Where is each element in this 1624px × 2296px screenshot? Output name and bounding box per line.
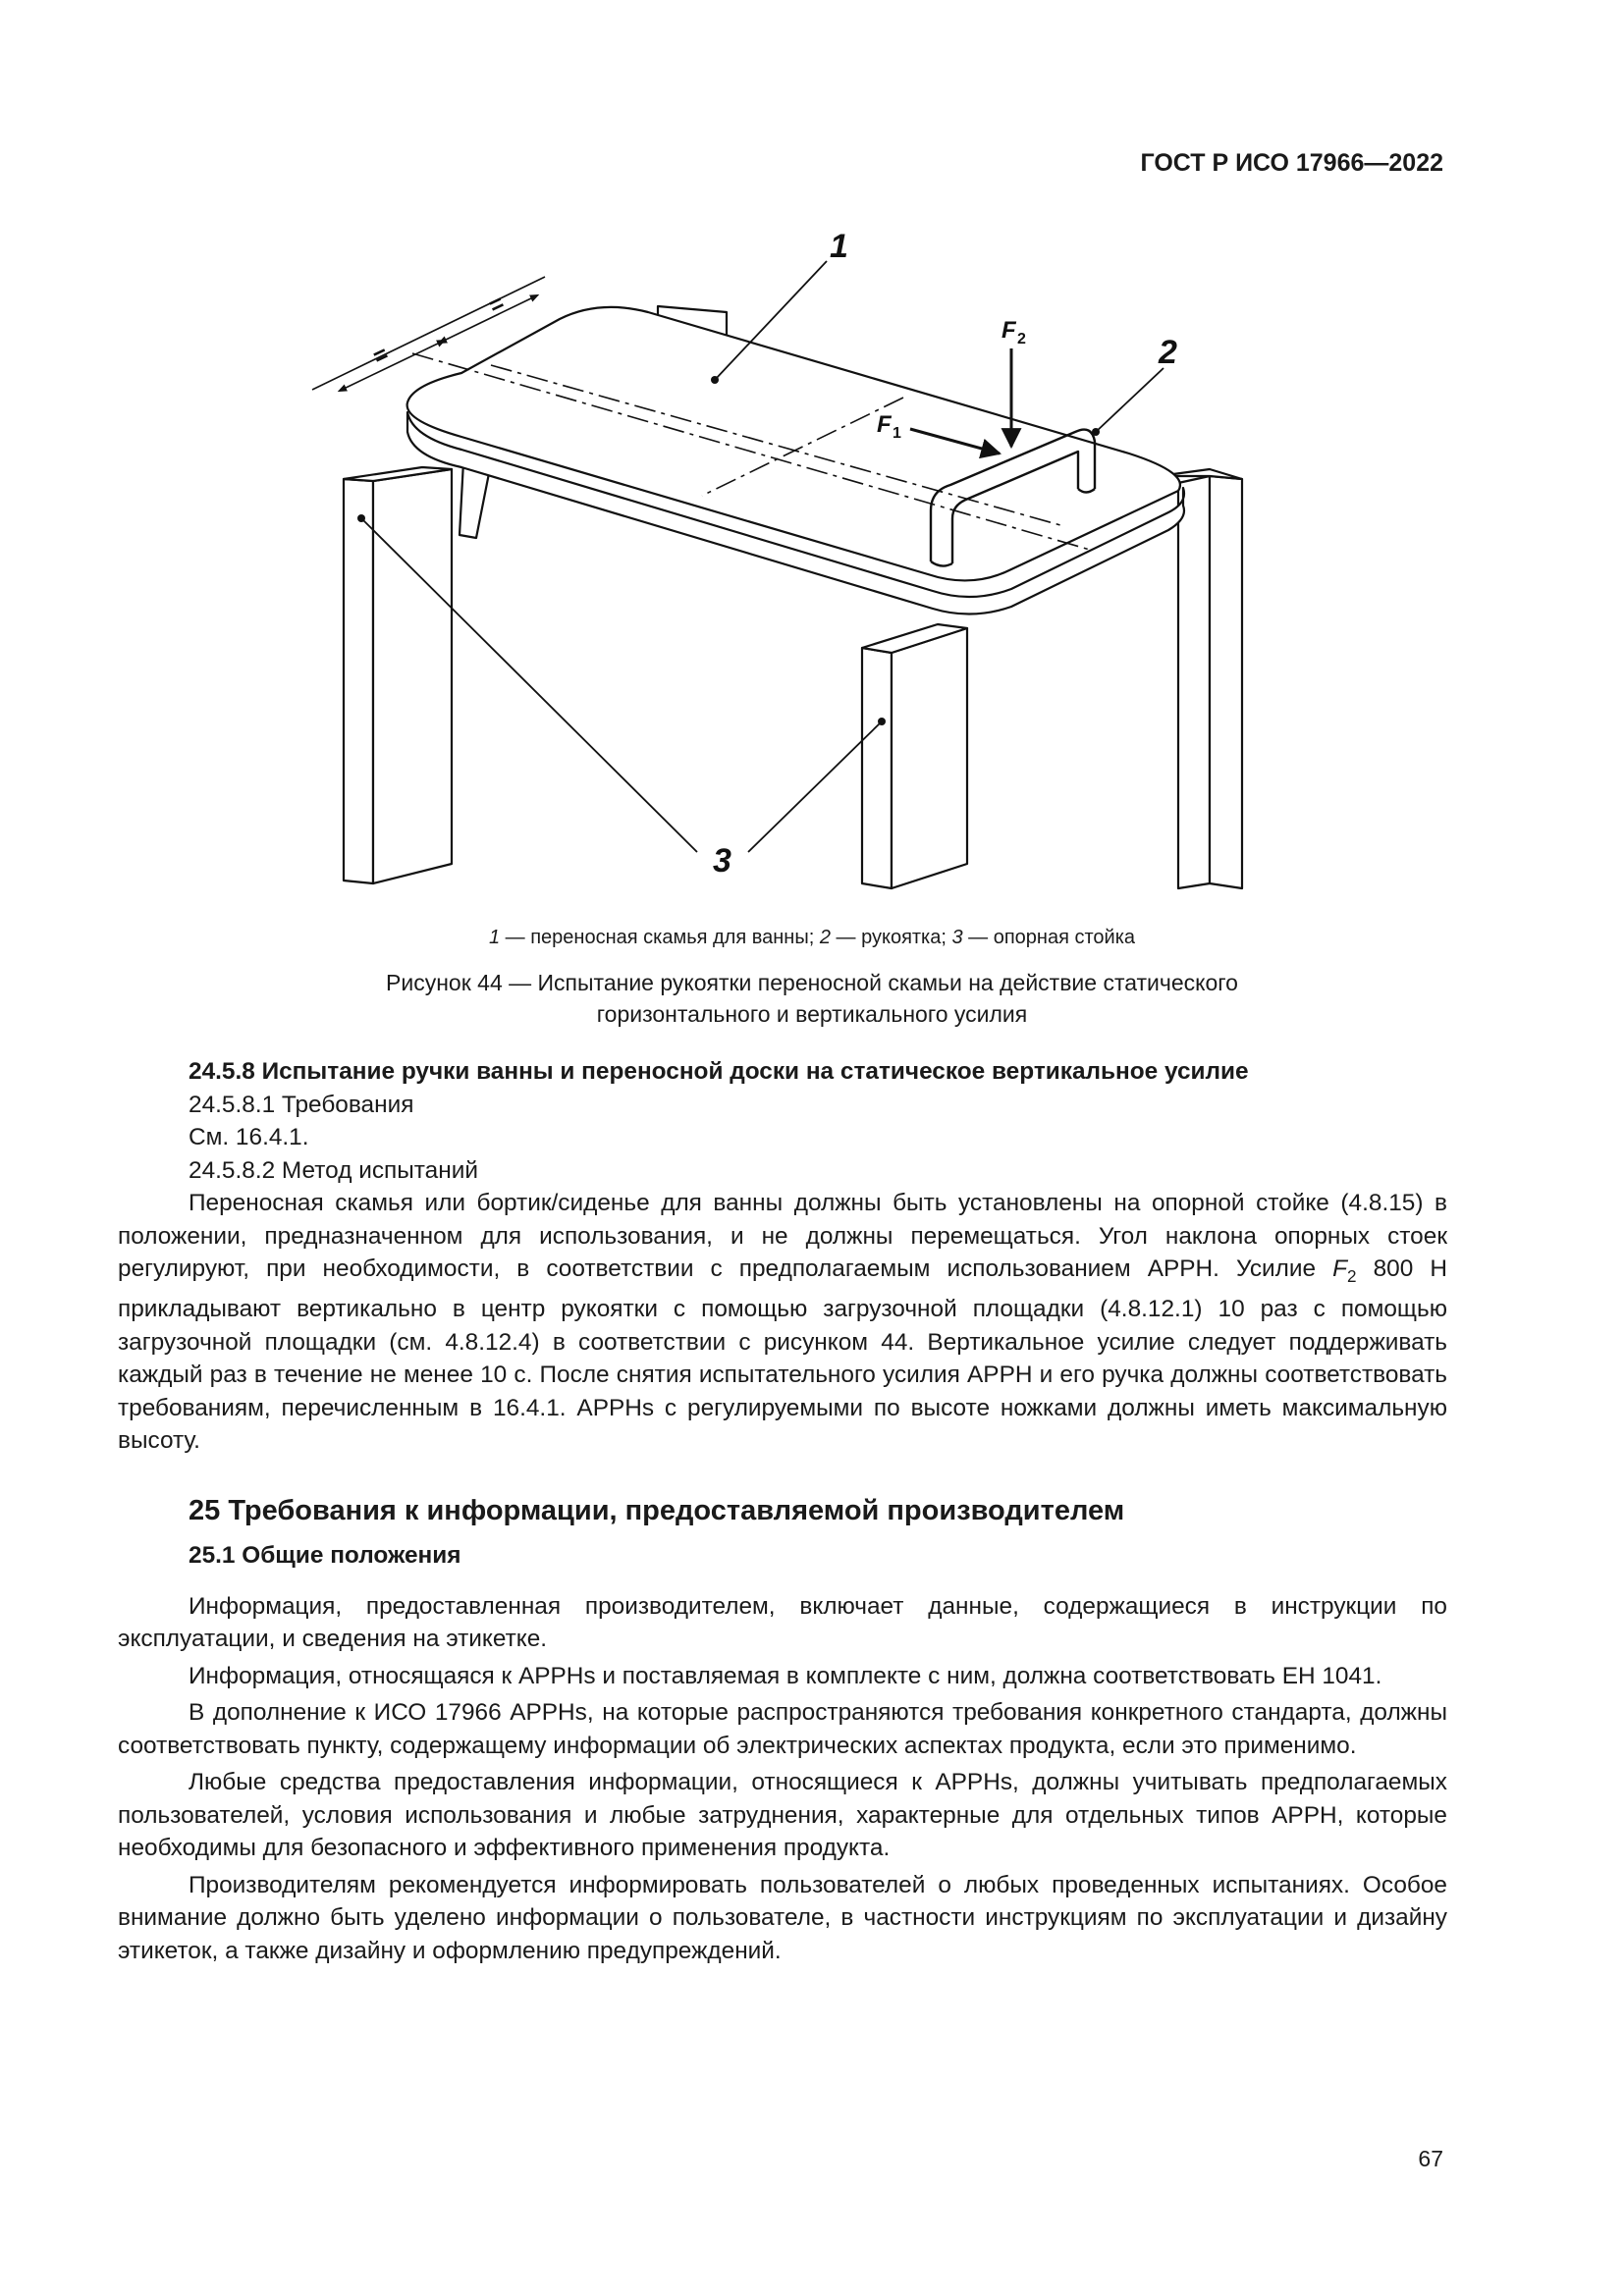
force-symbol: F bbox=[1332, 1255, 1348, 1282]
equal-mark-left: = bbox=[368, 341, 393, 371]
page-number: 67 bbox=[1418, 2146, 1443, 2171]
right-far-post bbox=[1178, 476, 1210, 888]
section-ref: См. 16.4.1. bbox=[189, 1124, 309, 1150]
document-body bbox=[118, 1055, 1447, 1967]
bench-top bbox=[407, 307, 1180, 581]
figure-legend bbox=[0, 927, 1624, 949]
legend-text-1: — переносная скамья для ванны; bbox=[500, 927, 820, 948]
paragraph-4: Любые средства предоставления информации, относящиеся к APPHs, должны учитывать предполагаемых пользователей, условия использования и любые затруднения, характерные для отдельных типов APPH, которые необходимы для безопасного и эффективного применения продукта. bbox=[118, 1769, 1447, 1862]
callout-2: 2 bbox=[1159, 334, 1177, 371]
section-24-5-8-2: 24.5.8.2 Метод испытаний bbox=[189, 1156, 478, 1184]
paragraph-2: Информация, относящаяся к APPHs и поставляемая в комплекте с ним, должна соответствовать ЕН 1041. bbox=[189, 1662, 1382, 1689]
leader-2 bbox=[1096, 368, 1164, 432]
paragraph-3: В дополнение к ИСО 17966 APPHs, на которые распространяются требования конкретного стандарта, должны соответствовать пункту, содержащему информации об электрических аспектах продукта, если это применимо. bbox=[118, 1699, 1447, 1759]
method-paragraph bbox=[118, 1187, 1447, 1458]
section-24-5-8-title: 24.5.8 Испытание ручки ванны и переносной доски на статическое вертикальное усилие bbox=[189, 1058, 1249, 1085]
force-f1-sub: 1 bbox=[893, 425, 901, 442]
callout-1: 1 bbox=[830, 228, 848, 265]
caption-line-2: горизонтального и вертикального усилия bbox=[596, 1001, 1028, 1027]
equal-mark-right: = bbox=[484, 290, 509, 320]
front-support-post bbox=[862, 648, 892, 888]
figure-44-drawing bbox=[295, 216, 1257, 903]
force-f2-label: F bbox=[1001, 317, 1016, 344]
section-25-1-title: 25.1 Общие положения bbox=[189, 1542, 461, 1570]
section-24-5-8-1: 24.5.8.1 Требования bbox=[189, 1091, 414, 1118]
method-text-a: Переносная скамья или бортик/сиденье для ванны должны быть установлены на опорной стойке (4.8.15) в положении, предназначенном для использования, и не должны перемещаться. Угол наклона опорных стоек регулируют, при необходимости, в соответствии с предполагаемым использованием APPH. Усилие bbox=[118, 1190, 1447, 1282]
bench-diagram bbox=[295, 216, 1257, 903]
figure-caption bbox=[0, 967, 1624, 1030]
force-subscript: 2 bbox=[1347, 1266, 1357, 1286]
legend-num-2: 2 bbox=[819, 927, 831, 948]
force-f1-label: F bbox=[877, 411, 892, 438]
paragraph-1: Информация, предоставленная производителем, включает данные, содержащиеся в инструкции по эксплуатации, и сведения на этикетке. bbox=[118, 1592, 1447, 1653]
legend-text-2: — рукоятка; bbox=[830, 927, 952, 948]
callout-3: 3 bbox=[713, 842, 731, 880]
section-25-title: 25 Требования к информации, предоставляемой производителем bbox=[189, 1494, 1125, 1526]
legend-num-3: 3 bbox=[951, 927, 963, 948]
method-text-b: 800 Н прикладывают вертикально в центр рукоятки с помощью загрузочной площадки (4.8.12.1) 10 раз с помощью загрузочной площадки (см. 4.8.12.4) в соответствии с рисунком 44. Вертикальное усилие следует поддерживать каждый раз в течение не менее 10 с. После снятия испытательного усилия APPH и его ручка должны соответствовать требованиям, перечисленным в 16.4.1. APPHs с регулируемыми по высоте ножками должны иметь максимальную высоту. bbox=[118, 1255, 1447, 1455]
document-header: ГОСТ Р ИСО 17966—2022 bbox=[1140, 149, 1443, 177]
force-f2-sub: 2 bbox=[1017, 331, 1026, 347]
caption-line-1: Рисунок 44 — Испытание рукоятки переносной скамьи на действие статического bbox=[386, 970, 1238, 995]
legend-num-1: 1 bbox=[488, 927, 501, 948]
left-support-post bbox=[344, 479, 373, 883]
paragraph-5: Производителям рекомендуется информировать пользователей о любых проведенных испытаниях. Особое внимание должно быть уделено информации о пользователе, в частности инструкциям по эксплуатации и дизайну этикеток, а также дизайну и оформлению предупреждений. bbox=[118, 1871, 1447, 1964]
legend-text-3: — опорная стойка bbox=[962, 927, 1136, 948]
